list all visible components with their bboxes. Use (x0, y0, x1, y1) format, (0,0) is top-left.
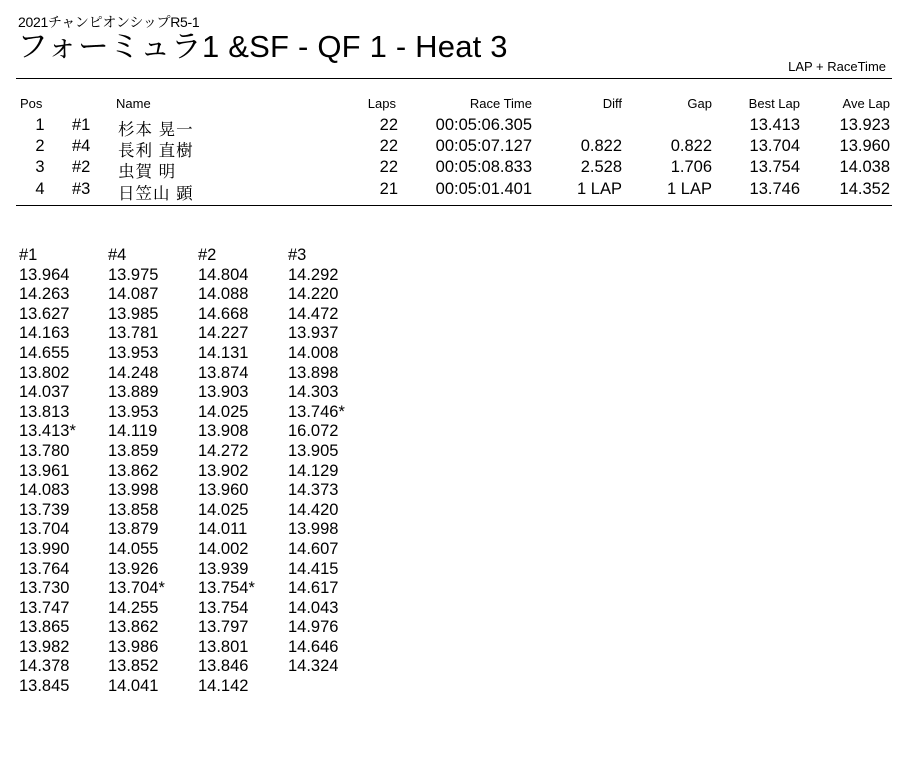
lap-time: 13.939 (198, 559, 249, 578)
result-race-time: 00:05:08.833 (435, 158, 532, 176)
lap-time: 13.754 (198, 598, 249, 617)
col-race-time: Race Time (469, 96, 532, 111)
result-ave-lap: 13.960 (839, 137, 890, 155)
lap-time: 13.627 (19, 304, 70, 323)
lap-time: 14.025 (198, 402, 249, 421)
lap-column-car-3 (288, 246, 345, 677)
col-name: Name (116, 96, 151, 111)
lap-time: 13.746* (288, 402, 345, 421)
lap-time: 16.072 (288, 422, 339, 441)
lap-time: 13.797 (198, 618, 249, 637)
lap-time: 14.129 (288, 461, 339, 480)
result-pos: 4 (35, 180, 45, 198)
result-driver-name: 長利 直樹 (118, 142, 194, 160)
lap-column-car-4 (108, 246, 165, 697)
result-diff: 0.822 (580, 137, 622, 155)
lap-time: 13.802 (19, 363, 70, 382)
lap-time: 14.119 (108, 422, 158, 441)
result-diff: 2.528 (580, 158, 622, 176)
lap-time: 13.937 (288, 324, 339, 343)
result-driver-name: 日笠山 顕 (118, 185, 194, 203)
result-best-lap: 13.413 (749, 116, 800, 134)
lap-time: 13.953 (108, 343, 159, 362)
lap-time: 13.764 (19, 559, 70, 578)
lap-time: 14.131 (198, 343, 249, 362)
table-row (0, 116, 900, 139)
lap-time: 13.889 (108, 383, 159, 402)
lap-time: 13.862 (108, 618, 159, 637)
lap-time: 13.998 (108, 481, 159, 500)
lap-time: 14.037 (19, 383, 70, 402)
table-row (0, 158, 900, 181)
lap-time: 13.902 (198, 461, 249, 480)
result-gap: 1.706 (670, 158, 712, 176)
result-laps: 22 (379, 137, 398, 155)
lap-time: 13.998 (288, 520, 339, 539)
lap-time: 13.862 (108, 461, 159, 480)
lap-time: 14.378 (19, 657, 70, 676)
lap-column-header: #4 (108, 246, 127, 264)
result-best-lap: 13.704 (749, 137, 800, 155)
lap-column-car-2 (198, 246, 255, 697)
page-title: フォーミュラ1 &SF - QF 1 - Heat 3 (17, 29, 508, 64)
result-best-lap: 13.746 (749, 180, 800, 198)
lap-time: 14.087 (108, 285, 159, 304)
lap-time: 13.747 (19, 598, 70, 617)
result-pos: 2 (35, 137, 45, 155)
lap-time: 13.845 (19, 677, 70, 696)
lap-time: 13.781 (108, 324, 159, 343)
lap-time: 14.088 (198, 285, 249, 304)
lap-time: 14.324 (288, 657, 339, 676)
lap-time: 13.903 (198, 383, 249, 402)
lap-time: 14.008 (288, 343, 339, 362)
header-divider (16, 78, 892, 79)
result-driver-name: 虫賀 明 (118, 163, 177, 181)
lap-time: 13.990 (19, 539, 70, 558)
lap-time: 14.668 (198, 304, 249, 323)
lap-time: 14.041 (108, 677, 159, 696)
col-gap: Gap (687, 96, 712, 111)
report-format: LAP + RaceTime (788, 59, 886, 74)
lap-time: 14.263 (19, 285, 70, 304)
lap-time: 14.043 (288, 598, 339, 617)
lap-time: 14.303 (288, 383, 339, 402)
result-best-lap: 13.754 (749, 158, 800, 176)
lap-time: 13.898 (288, 363, 339, 382)
lap-time: 14.646 (288, 637, 339, 656)
series-name: 2021チャンピオンシップR5-1 (18, 14, 200, 30)
lap-column-header: #2 (198, 246, 217, 264)
lap-time: 14.373 (288, 481, 339, 500)
lap-time: 13.739 (19, 500, 70, 519)
lap-time: 14.804 (198, 265, 249, 284)
lap-time: 14.655 (19, 343, 70, 362)
result-car-number: #3 (72, 180, 91, 198)
lap-time: 13.964 (19, 265, 70, 284)
lap-time: 13.730 (19, 579, 70, 598)
result-car-number: #2 (72, 158, 91, 176)
result-laps: 21 (379, 180, 398, 198)
lap-time: 14.420 (288, 500, 339, 519)
lap-time: 13.413* (19, 422, 76, 441)
result-gap: 1 LAP (667, 180, 712, 198)
result-diff: 1 LAP (577, 180, 622, 198)
lap-time: 14.025 (198, 500, 249, 519)
lap-time: 13.865 (19, 618, 70, 637)
lap-time: 14.011 (198, 520, 248, 539)
result-pos: 3 (35, 158, 45, 176)
lap-time: 14.142 (198, 677, 249, 696)
lap-time: 13.846 (198, 657, 249, 676)
lap-time: 14.976 (288, 618, 339, 637)
results-divider (16, 205, 892, 206)
lap-column-header: #1 (19, 246, 38, 264)
lap-time: 13.953 (108, 402, 159, 421)
result-ave-lap: 13.923 (839, 116, 890, 134)
result-ave-lap: 14.352 (839, 180, 890, 198)
col-pos: Pos (20, 96, 43, 111)
lap-time: 13.852 (108, 657, 159, 676)
lap-time: 13.926 (108, 559, 159, 578)
lap-time: 13.704* (108, 579, 165, 598)
lap-time: 13.960 (198, 481, 249, 500)
lap-time: 13.879 (108, 520, 159, 539)
lap-time: 13.859 (108, 441, 159, 460)
col-best-lap: Best Lap (748, 96, 800, 111)
result-driver-name: 杉本 晃一 (118, 121, 194, 139)
result-race-time: 00:05:06.305 (435, 116, 532, 134)
lap-time: 14.415 (288, 559, 339, 578)
lap-time: 14.220 (288, 285, 339, 304)
lap-time: 14.227 (198, 324, 249, 343)
result-car-number: #4 (72, 137, 91, 155)
lap-time: 13.780 (19, 441, 70, 460)
lap-time: 13.905 (288, 441, 339, 460)
lap-time: 14.083 (19, 481, 70, 500)
lap-time: 14.292 (288, 265, 339, 284)
lap-time: 13.982 (19, 637, 70, 656)
lap-time: 14.248 (108, 363, 159, 382)
lap-time: 13.908 (198, 422, 249, 441)
result-laps: 22 (379, 158, 398, 176)
result-pos: 1 (35, 116, 45, 134)
result-race-time: 00:05:07.127 (435, 137, 532, 155)
col-ave-lap: Ave Lap (842, 96, 890, 111)
result-laps: 22 (379, 116, 398, 134)
lap-time: 14.255 (108, 598, 159, 617)
lap-time: 14.272 (198, 441, 249, 460)
lap-time: 14.607 (288, 539, 339, 558)
lap-time: 14.055 (108, 539, 159, 558)
lap-time: 13.801 (198, 637, 249, 656)
lap-time: 14.472 (288, 304, 339, 323)
result-car-number: #1 (72, 116, 91, 134)
lap-time: 14.163 (19, 324, 70, 343)
lap-time: 13.985 (108, 304, 159, 323)
result-gap: 0.822 (670, 137, 712, 155)
col-laps: Laps (367, 96, 396, 111)
lap-time: 13.754* (198, 579, 255, 598)
lap-column-car-1 (19, 246, 76, 697)
lap-time: 13.961 (19, 461, 70, 480)
table-row (0, 180, 900, 203)
lap-time: 13.975 (108, 265, 159, 284)
lap-time: 13.874 (198, 363, 249, 382)
result-race-time: 00:05:01.401 (435, 180, 532, 198)
lap-time: 13.813 (19, 402, 70, 421)
lap-time: 13.858 (108, 500, 159, 519)
result-ave-lap: 14.038 (839, 158, 890, 176)
table-row (0, 137, 900, 160)
lap-time: 14.617 (288, 579, 339, 598)
lap-time: 14.002 (198, 539, 249, 558)
lap-time: 13.704 (19, 520, 70, 539)
lap-time: 13.986 (108, 637, 159, 656)
lap-column-header: #3 (288, 246, 307, 264)
col-diff: Diff (602, 96, 622, 111)
